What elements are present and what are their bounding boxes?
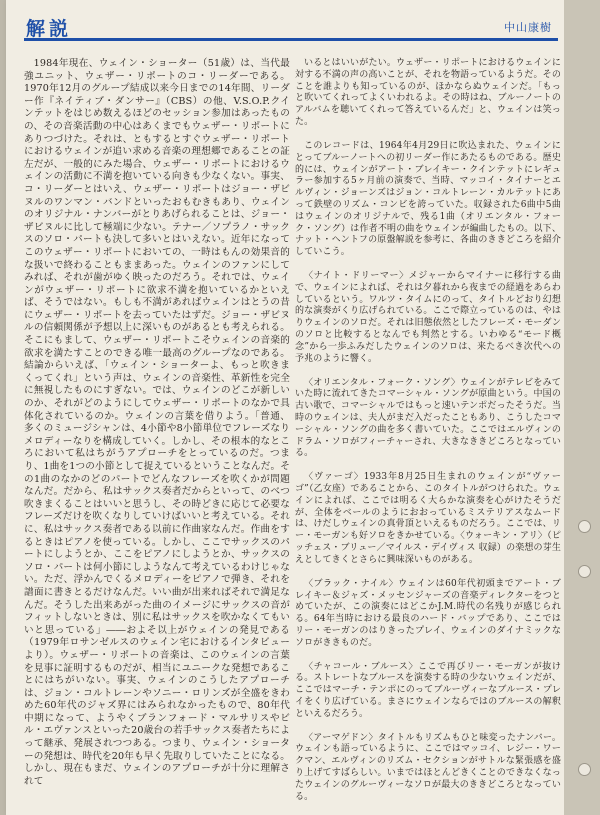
paragraph: このレコードは、1964年4月29日に吹込まれた、ウェインにとってブルーノートへの初リーダー作にあたるものである。歴史的には、ウェインがアート・ブレイキー・クインテットにレギュラー参加する5ヶ月前の演奏で、当時、マッコイ・タイナーとエルヴィン・ジョーンズはジョン・コルトレーン・カルテットにあって鉄壁のリズム・コンビを誇っていた。収録された6曲中5曲はウェインのオリジナルで、残る1曲（オリエンタル・フォーク・ソング）は作者不明の曲をウェインが編曲したもの。以下、ナット・ヘントフの原盤解説を参考に、各曲のききどころを紹介していこう。 [295,140,561,258]
paragraph: 〈ブラック・ナイル〉ウェインは60年代初頭までアート・ブレイキー＆ジャズ・メッセンジャーズの音楽ディレクターをつとめていたが、この演奏にはどこかJ.M.時代の名残りが感じられる。64年当時における最良のハード・バップであり、ここではリー・モーガンのはりきったプレイ、ウェインのダイナミックなソロがききものだ。 [295,578,561,648]
punch-hole [578,565,591,578]
paragraph: 1984年現在、ウェイン・ショーター（51歳）は、当代最強ユニット、ウェザー・リポートのコ・リーダーである。1970年12月のグループ結成以来今日までの14年間、リーダー作『ネイティブ・ダンサー』（CBS）の他、V.S.O.P.クインテットをはじめ数えるほどのセッション参加はあったものの、その音楽活動の中心はあくまでもウェザー・リポートにありつづけた。それは、ともするとすぐウェザー・リポートにおけるウェインが追い求める音楽の理想郷であることの証左だが、一般的にみた場合、ウェザー・リポートにおけるウェインの活動に不満を抱いている向きも少なくない。事実、コ・リーダーとはいえ、ウェザー・リポートはジョー・ザビヌルのワンマン・バンドといったおもむきもあり、ウェインのオリジナル・ナンバーがとりあげられることは、ジョー・ザビヌルに比して極端に少ない。テナー／ソプラノ・サックスのソロ・パートも決して多いとはいえない。近年になってこのウェザー・リポートにおいての、一時はもんの効果音的な扱いで終わることもままあった。ウェインのファンにしてみれば、それが歯がゆく映ったのだろう。それでは、ウェインがウェザー・リポートに欲求不満を抱いているかといえば、そうではない。もしも不満があればウェインはとうの昔にウェザー・リポートを去っていたはずだ。ジョー・ザビヌルの信頼関係が予想以上に深いものがあるとも考えられる。そこにもまして、ウェザー・リポートこそウェインの音楽的欲求を満たすことのできる唯一最高のグループなのである。結論からいえば、「ウェイン・ショーターよ、もっと吹きまくってくれ」という声は、ウェインの音楽性、革新性を完全に無視したものにすぎない。では、ウェインのどこが新しいのか、それがどのようにしてウェザー・リポートのなかで具体化されているのか。ウェインの言葉を借りよう。「普通、多くのミュージシャンは、4小節や8小節単位でフレーズなりメロディーなりを構成していく。しかし、その根本的なところにおいて私はちがうアプローチをとっているのだ。つまり、1曲を1つの小節として捉えているということなんだ。その1曲のなかのどのパートでどんなフレーズを吹くかが問題なんだ。だから、私はサックス奏者だからといって、のべつ吹きまくることはいいと思うし、その時どきに応じて必要なフレーズだけを吹くなりしていけばいいと考えている。それに、私はサックス奏者である以前に作曲家なんだ。作曲をするときはピアノを使っている。しかし、ここでサックスのパートにしようとか、ここをピアノにしようとか、サックスのソロ・パートは何小節にしようなんて考えているわけじゃない。ただ、浮かんでくるメロディーをピアノで弾き、それを譜面に書きとるだけなんだ。いい曲が出来ればそれで満足なんだ。そうした出来あがった曲のイメージにサックスの音がフィットしないときは、別に私はサックスを吹かなくてもいいと思っている」――およそ以上がウェインの発見である（1979年ロサンゼルスのウェイン宅におけるインタビューより）。ウェザー・リポートの音楽は、このウェインの言葉を見事に証明するものだが、相当にユニークな発想であることにはちがいない。事実、ウェインのこうしたアプローチは、ジョン・コルトレーンやソニー・ロリンズが全盛をきわめた60年代のジャズ界にはみられなかったもので、80年代中期になって、ようやくブランフォード・マルサリスやビル・エヴァンスといった20歳台の若手サックス奏者たちによって継承、発展されつつある。つまり、ウェイン・ショーターの発想は、時代を20年も早く先取りしていたことになる。しかし、現在もまだ、ウェインのアプローチが十分に理解されて [24,58,290,787]
paragraph: 〈ヴァーゴ〉1933年8月25日生まれのウェインが“ヴァーゴ”（乙女座）であることから、このタイトルがつけられた。ウェインによれば、ここでは明るく大らかな演奏を心がけたそうだが、全体をベールのようにおおっているミステリアスなムードは、けだしウェインの真骨頂といえるものだろう。ここでは、リー・モーガンも好ソロをきかせている。〈ウォーキン・アリ〉（ピッチェス・ブリュー／マイルス・デイヴィス 収録）の楽想の芽生えとしてきくとさらに興味深いものがある。 [295,472,561,565]
paragraph: 〈チャコール・ブルース〉ここで再びリー・モーガンが抜ける。ストレートなブルースを演奏する時の少ないウェインだが、ここではマーチ・テンポにのってブルーヴィーなブルース・プレイをくり広げている。まさにウェインならではのブルースの解釈といえるだろう。 [295,661,561,719]
paragraph: 〈ナイト・ドリーマー〉メジャーからマイナーに移行する曲で、ウェインによれば、それは夕暮れから夜までの経過をあらわしているという。ワルツ・タイムにのって、タイトルどおり幻想的な演奏がくり広げられている。ここで際立っているのは、やはりウェインのソロだ。それは旧態依然としたフレーズ・モーダンのソロと比較するとなんでも判然とする。いわゆる“モード概念”から一歩ふみだしたウェインのソロは、来たるべき次代への予兆のように響く。 [295,271,561,364]
punch-hole [578,763,591,776]
paragraph: 〈オリエンタル・フォーク・ソング〉ウェインがテレビをみていた時に流れてきたコマーシャル・ソングが原曲という。中国の古い歌で、コマーシャルではもっと速いテンポだったそうだ。当時のウェインは、夫人がまだ入だったこともあり、こうしたコマーシャル・ソングの曲を多く書いていた。ここではエルヴィンのドラム・ソロがフィーチャーされ、大きなききどころとなっている。 [295,377,561,459]
liner-notes-page [6,0,564,815]
right-column [295,58,561,804]
header-bar [24,14,558,41]
paragraph: いるとはいいがたい。ウェザー・リポートにおけるウェインに対する不満の声の高いことが、それを物語っているようだ。そのことを誰よりも知っているのが、ほかならぬウェインだ。「もっと吹いてくれってよくいわれるよ。その時はね、ブルーノートのアルバムを聴いてくれって答えているんだ」と、ウェインは笑った。 [295,58,561,128]
punch-hole [578,520,591,533]
section-title: 解説 [26,18,73,40]
paragraph: 〈アーマゲドン〉タイトルもリズムもひと味変ったナンバー。ウェインも語っているように、ここではマッコイ、レジー・ワークマン、エルヴィンのリズム・セクションがサトルな緊張感を盛り上げてすばらしい。いまではほとんどきくことのできなくなったウェインのグルーヴィーなソロが最大のききどころとなっている。 [295,732,561,802]
next-page-edge [564,0,600,815]
author-name: 中山康樹 [504,21,552,34]
left-column [24,58,290,788]
